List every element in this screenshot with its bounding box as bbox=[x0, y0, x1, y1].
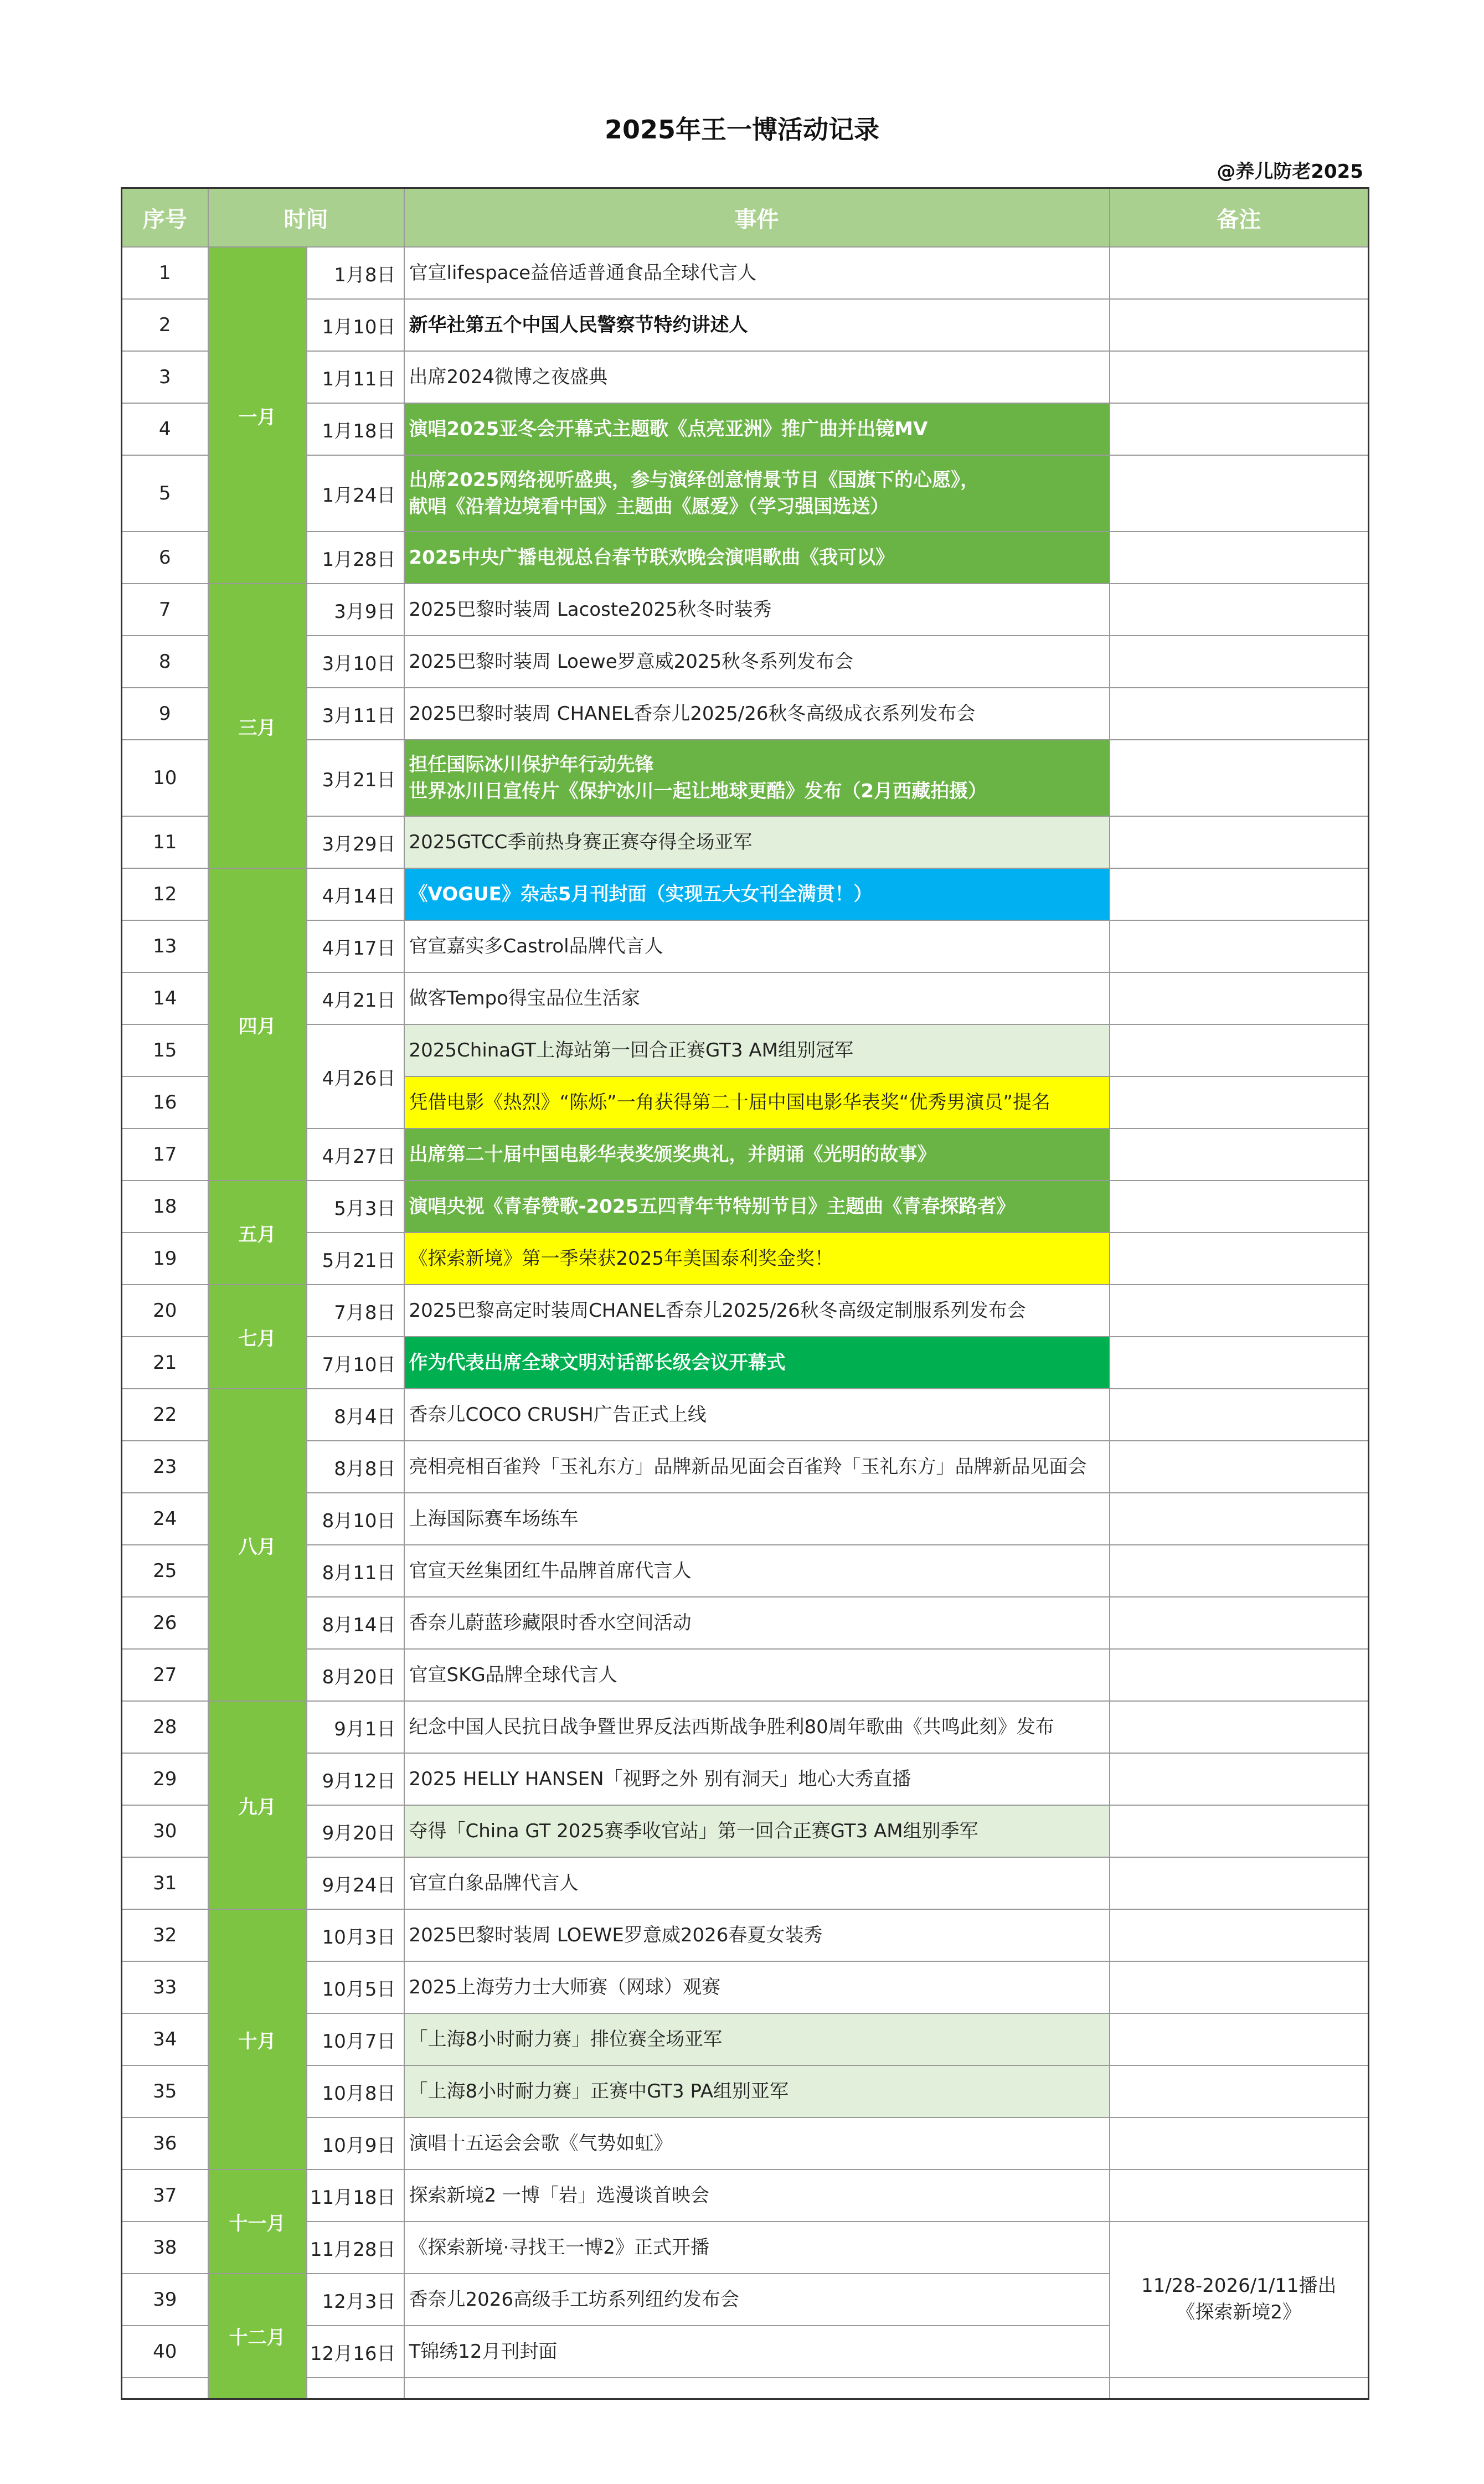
row-number: 35 bbox=[122, 2065, 208, 2117]
event-cell bbox=[404, 455, 1110, 532]
row-number: 25 bbox=[122, 1545, 208, 1597]
note-cell bbox=[1110, 1337, 1369, 1389]
table-row bbox=[122, 2117, 1369, 2169]
date-cell: 5月21日 bbox=[307, 1233, 404, 1285]
table-row bbox=[122, 1649, 1369, 1701]
date-cell: 3月10日 bbox=[307, 636, 404, 688]
event-cell: 2025上海劳力士大师赛（网球）观赛 bbox=[404, 1961, 1110, 2013]
date-cell: 1月28日 bbox=[307, 532, 404, 584]
note-cell bbox=[1110, 403, 1369, 455]
row-number: 19 bbox=[122, 1233, 208, 1285]
row-number: 9 bbox=[122, 688, 208, 740]
table-row bbox=[122, 816, 1369, 868]
date-cell: 9月20日 bbox=[307, 1805, 404, 1857]
note-cell bbox=[1110, 455, 1369, 532]
note-cell bbox=[1110, 1701, 1369, 1753]
table-row bbox=[122, 1337, 1369, 1389]
event-cell: 2025GTCC季前热身赛正赛夺得全场亚军 bbox=[404, 816, 1110, 868]
header-event: 事件 bbox=[404, 188, 1110, 248]
row-number: 23 bbox=[122, 1441, 208, 1493]
header-row bbox=[122, 188, 1369, 248]
note-cell bbox=[1110, 351, 1369, 403]
note-cell bbox=[1110, 2013, 1369, 2065]
row-number: 40 bbox=[122, 2326, 208, 2378]
event-cell: 作为代表出席全球文明对话部长级会议开幕式 bbox=[404, 1337, 1110, 1389]
header-time: 时间 bbox=[208, 188, 404, 248]
date-cell: 4月21日 bbox=[307, 972, 404, 1024]
note-cell bbox=[1110, 1909, 1369, 1961]
date-cell: 3月29日 bbox=[307, 816, 404, 868]
row-number: 22 bbox=[122, 1389, 208, 1441]
row-number: 11 bbox=[122, 816, 208, 868]
date-cell: 10月3日 bbox=[307, 1909, 404, 1961]
event-cell bbox=[404, 2378, 1110, 2399]
row-number: 15 bbox=[122, 1024, 208, 1076]
note-cell bbox=[1110, 1441, 1369, 1493]
note-cell bbox=[1110, 816, 1369, 868]
event-line: 担任国际冰川保护年行动先锋 bbox=[409, 753, 654, 776]
row-number: 27 bbox=[122, 1649, 208, 1701]
table-row bbox=[122, 2169, 1369, 2222]
table-row bbox=[122, 1024, 1369, 1076]
event-cell: 官宣白象品牌代言人 bbox=[404, 1857, 1110, 1909]
table-row bbox=[122, 2065, 1369, 2117]
date-cell: 8月11日 bbox=[307, 1545, 404, 1597]
table-row bbox=[122, 2013, 1369, 2065]
event-cell: 2025 HELLY HANSEN「视野之外 别有洞天」地心大秀直播 bbox=[404, 1753, 1110, 1805]
table-row bbox=[122, 247, 1369, 299]
note-cell bbox=[1110, 584, 1369, 636]
event-cell: 2025巴黎时装周 Lacoste2025秋冬时装秀 bbox=[404, 584, 1110, 636]
note-cell bbox=[1110, 1128, 1369, 1181]
row-number: 31 bbox=[122, 1857, 208, 1909]
event-cell: 新华社第五个中国人民警察节特约讲述人 bbox=[404, 299, 1110, 351]
note-line: 《探索新境2》 bbox=[1176, 2301, 1302, 2323]
row-number: 17 bbox=[122, 1128, 208, 1181]
event-cell: 纪念中国人民抗日战争暨世界反法西斯战争胜利80周年歌曲《共鸣此刻》发布 bbox=[404, 1701, 1110, 1753]
date-cell: 1月10日 bbox=[307, 299, 404, 351]
month-cell: 三月 bbox=[208, 584, 307, 868]
date-cell: 4月17日 bbox=[307, 920, 404, 972]
row-number: 29 bbox=[122, 1753, 208, 1805]
date-cell: 10月9日 bbox=[307, 2117, 404, 2169]
date-cell: 1月8日 bbox=[307, 247, 404, 299]
table-row bbox=[122, 1701, 1369, 1753]
event-cell bbox=[404, 740, 1110, 816]
month-cell: 四月 bbox=[208, 868, 307, 1181]
note-cell bbox=[1110, 1649, 1369, 1701]
note-line: 11/28-2026/1/11播出 bbox=[1141, 2275, 1337, 2297]
note-cell bbox=[1110, 1076, 1369, 1128]
note-cell bbox=[1110, 972, 1369, 1024]
date-cell bbox=[307, 2378, 404, 2399]
event-cell: 香奈儿蔚蓝珍藏限时香水空间活动 bbox=[404, 1597, 1110, 1649]
month-cell: 八月 bbox=[208, 1389, 307, 1701]
date-cell: 3月11日 bbox=[307, 688, 404, 740]
event-line: 出席2025网络视听盛典，参与演绎创意情景节目《国旗下的心愿》， bbox=[409, 468, 980, 491]
note-cell bbox=[1110, 1024, 1369, 1076]
page-title: 2025年王一博活动记录 bbox=[604, 115, 880, 145]
row-number: 18 bbox=[122, 1181, 208, 1233]
row-number: 36 bbox=[122, 2117, 208, 2169]
table-row bbox=[122, 1961, 1369, 2013]
event-cell: 官宣lifespace益倍适普通食品全球代言人 bbox=[404, 247, 1110, 299]
row-number: 14 bbox=[122, 972, 208, 1024]
date-cell: 1月18日 bbox=[307, 403, 404, 455]
event-cell: 2025巴黎高定时装周CHANEL香奈儿2025/26秋冬高级定制服系列发布会 bbox=[404, 1285, 1110, 1337]
note-cell bbox=[1110, 1961, 1369, 2013]
note-cell bbox=[1110, 1597, 1369, 1649]
note-cell bbox=[1110, 868, 1369, 920]
date-cell: 8月20日 bbox=[307, 1649, 404, 1701]
row-number: 7 bbox=[122, 584, 208, 636]
row-number: 24 bbox=[122, 1493, 208, 1545]
row-number bbox=[122, 2378, 208, 2399]
date-cell: 7月8日 bbox=[307, 1285, 404, 1337]
row-number: 28 bbox=[122, 1701, 208, 1753]
note-cell bbox=[1110, 1389, 1369, 1441]
month-cell: 一月 bbox=[208, 247, 307, 584]
row-number: 3 bbox=[122, 351, 208, 403]
month-cell: 十二月 bbox=[208, 2274, 307, 2399]
table-row bbox=[122, 1389, 1369, 1441]
event-cell: 亮相亮相百雀羚「玉礼东方」品牌新品见面会百雀羚「玉礼东方」品牌新品见面会 bbox=[404, 1441, 1110, 1493]
row-number: 10 bbox=[122, 740, 208, 816]
date-cell: 9月12日 bbox=[307, 1753, 404, 1805]
event-cell: 2025巴黎时装周 Loewe罗意威2025秋冬系列发布会 bbox=[404, 636, 1110, 688]
row-number: 30 bbox=[122, 1805, 208, 1857]
date-cell: 11月28日 bbox=[307, 2222, 404, 2274]
note-cell bbox=[1110, 740, 1369, 816]
date-cell: 5月3日 bbox=[307, 1181, 404, 1233]
month-cell: 九月 bbox=[208, 1701, 307, 1909]
date-cell: 8月14日 bbox=[307, 1597, 404, 1649]
date-cell: 10月7日 bbox=[307, 2013, 404, 2065]
note-cell bbox=[1110, 1493, 1369, 1545]
event-cell: 探索新境2 一博「岩」选漫谈首映会 bbox=[404, 2169, 1110, 2222]
event-cell: 官宣SKG品牌全球代言人 bbox=[404, 1649, 1110, 1701]
month-cell: 十月 bbox=[208, 1909, 307, 2169]
note-cell bbox=[1110, 1753, 1369, 1805]
event-cell: 出席2024微博之夜盛典 bbox=[404, 351, 1110, 403]
note-cell bbox=[1110, 1545, 1369, 1597]
event-cell: 上海国际赛车场练车 bbox=[404, 1493, 1110, 1545]
event-cell: 2025中央广播电视总台春节联欢晚会演唱歌曲《我可以》 bbox=[404, 532, 1110, 584]
event-cell: 「上海8小时耐力赛」排位赛全场亚军 bbox=[404, 2013, 1110, 2065]
note-cell bbox=[1110, 1285, 1369, 1337]
table-row bbox=[122, 455, 1369, 532]
watermark: @养儿防老2025 bbox=[1217, 161, 1363, 183]
note-cell bbox=[1110, 2065, 1369, 2117]
row-number: 26 bbox=[122, 1597, 208, 1649]
row-number: 16 bbox=[122, 1076, 208, 1128]
row-number: 4 bbox=[122, 403, 208, 455]
note-cell bbox=[1110, 2169, 1369, 2222]
event-cell: 凭借电影《热烈》“陈烁”一角获得第二十届中国电影华表奖“优秀男演员”提名 bbox=[404, 1076, 1110, 1128]
table-row bbox=[122, 584, 1369, 636]
date-cell: 7月10日 bbox=[307, 1337, 404, 1389]
row-number: 39 bbox=[122, 2274, 208, 2326]
table-row bbox=[122, 868, 1369, 920]
table-row bbox=[122, 1545, 1369, 1597]
event-line: 献唱《沿着边境看中国》主题曲《愿爱》（学习强国选送） bbox=[409, 496, 889, 518]
event-cell: 夺得「China GT 2025赛季收官站」第一回合正赛GT3 AM组别季军 bbox=[404, 1805, 1110, 1857]
event-cell: 做客Tempo得宝品位生活家 bbox=[404, 972, 1110, 1024]
event-cell: 出席第二十届中国电影华表奖颁奖典礼，并朗诵《光明的故事》 bbox=[404, 1128, 1110, 1181]
table-row bbox=[122, 688, 1369, 740]
event-line: 世界冰川日宣传片《保护冰川一起让地球更酷》发布（2月西藏拍摄） bbox=[409, 780, 987, 802]
month-cell: 十一月 bbox=[208, 2169, 307, 2274]
header-no: 序号 bbox=[122, 188, 208, 248]
date-cell: 8月8日 bbox=[307, 1441, 404, 1493]
table-row bbox=[122, 1909, 1369, 1961]
table-row bbox=[122, 1753, 1369, 1805]
month-cell: 五月 bbox=[208, 1181, 307, 1285]
note-cell bbox=[1110, 2117, 1369, 2169]
event-cell: 「上海8小时耐力赛」正赛中GT3 PA组别亚军 bbox=[404, 2065, 1110, 2117]
month-cell: 七月 bbox=[208, 1285, 307, 1389]
table-row bbox=[122, 1857, 1369, 1909]
event-cell: 《VOGUE》杂志5月刊封面（实现五大女刊全满贯！） bbox=[404, 868, 1110, 920]
table-row bbox=[122, 636, 1369, 688]
row-number: 6 bbox=[122, 532, 208, 584]
note-cell bbox=[1110, 1181, 1369, 1233]
date-cell: 4月26日 bbox=[307, 1024, 404, 1128]
note-cell bbox=[1110, 636, 1369, 688]
date-cell: 8月4日 bbox=[307, 1389, 404, 1441]
note-cell bbox=[1110, 532, 1369, 584]
note-cell bbox=[1110, 2222, 1369, 2378]
note-cell bbox=[1110, 299, 1369, 351]
event-cell: 2025巴黎时装周 LOEWE罗意威2026春夏女装秀 bbox=[404, 1909, 1110, 1961]
row-number: 32 bbox=[122, 1909, 208, 1961]
row-number: 38 bbox=[122, 2222, 208, 2274]
date-cell: 8月10日 bbox=[307, 1493, 404, 1545]
event-cell: 2025ChinaGT上海站第一回合正赛GT3 AM组别冠军 bbox=[404, 1024, 1110, 1076]
note-cell bbox=[1110, 1857, 1369, 1909]
date-cell: 10月5日 bbox=[307, 1961, 404, 2013]
note-cell bbox=[1110, 2378, 1369, 2399]
date-cell: 9月24日 bbox=[307, 1857, 404, 1909]
date-cell: 3月9日 bbox=[307, 584, 404, 636]
event-cell: 《探索新境·寻找王一博2》正式开播 bbox=[404, 2222, 1110, 2274]
table-row bbox=[122, 1441, 1369, 1493]
table-row bbox=[122, 1805, 1369, 1857]
event-cell: 香奈儿COCO CRUSH广告正式上线 bbox=[404, 1389, 1110, 1441]
note-cell bbox=[1110, 688, 1369, 740]
header-note: 备注 bbox=[1110, 188, 1369, 248]
event-cell: T锦绣12月刊封面 bbox=[404, 2326, 1110, 2378]
row-number: 21 bbox=[122, 1337, 208, 1389]
table-row bbox=[122, 740, 1369, 816]
date-cell: 9月1日 bbox=[307, 1701, 404, 1753]
activity-table bbox=[121, 187, 1369, 2400]
table-row bbox=[122, 1493, 1369, 1545]
row-number: 34 bbox=[122, 2013, 208, 2065]
table-row bbox=[122, 532, 1369, 584]
table-row bbox=[122, 1181, 1369, 1233]
table-row bbox=[122, 1233, 1369, 1285]
date-cell: 3月21日 bbox=[307, 740, 404, 816]
table-row bbox=[122, 2222, 1369, 2274]
event-cell: 官宣嘉实多Castrol品牌代言人 bbox=[404, 920, 1110, 972]
row-number: 2 bbox=[122, 299, 208, 351]
row-number: 20 bbox=[122, 1285, 208, 1337]
note-cell bbox=[1110, 920, 1369, 972]
table-row bbox=[122, 1597, 1369, 1649]
row-number: 1 bbox=[122, 247, 208, 299]
row-number: 12 bbox=[122, 868, 208, 920]
event-cell: 演唱十五运会会歌《气势如虹》 bbox=[404, 2117, 1110, 2169]
date-cell: 4月14日 bbox=[307, 868, 404, 920]
row-number: 8 bbox=[122, 636, 208, 688]
event-cell: 演唱2025亚冬会开幕式主题歌《点亮亚洲》推广曲并出镜MV bbox=[404, 403, 1110, 455]
table-row bbox=[122, 1128, 1369, 1181]
date-cell: 12月16日 bbox=[307, 2326, 404, 2378]
table-row bbox=[122, 403, 1369, 455]
row-number: 37 bbox=[122, 2169, 208, 2222]
event-cell: 香奈儿2026高级手工坊系列纽约发布会 bbox=[404, 2274, 1110, 2326]
table-row bbox=[122, 351, 1369, 403]
event-cell: 演唱央视《青春赞歌-2025五四青年节特别节目》主题曲《青春探路者》 bbox=[404, 1181, 1110, 1233]
row-number: 33 bbox=[122, 1961, 208, 2013]
date-cell: 4月27日 bbox=[307, 1128, 404, 1181]
note-cell bbox=[1110, 247, 1369, 299]
date-cell: 1月11日 bbox=[307, 351, 404, 403]
row-number: 5 bbox=[122, 455, 208, 532]
note-cell bbox=[1110, 1233, 1369, 1285]
table-row bbox=[122, 299, 1369, 351]
event-cell: 《探索新境》第一季荣获2025年美国泰利奖金奖！ bbox=[404, 1233, 1110, 1285]
table-row bbox=[122, 972, 1369, 1024]
date-cell: 10月8日 bbox=[307, 2065, 404, 2117]
event-cell: 官宣天丝集团红牛品牌首席代言人 bbox=[404, 1545, 1110, 1597]
date-cell: 12月3日 bbox=[307, 2274, 404, 2326]
table-row bbox=[122, 920, 1369, 972]
table-row bbox=[122, 2378, 1369, 2399]
row-number: 13 bbox=[122, 920, 208, 972]
date-cell: 11月18日 bbox=[307, 2169, 404, 2222]
date-cell: 1月24日 bbox=[307, 455, 404, 532]
event-cell: 2025巴黎时装周 CHANEL香奈儿2025/26秋冬高级成衣系列发布会 bbox=[404, 688, 1110, 740]
note-cell bbox=[1110, 1805, 1369, 1857]
table-row bbox=[122, 1285, 1369, 1337]
